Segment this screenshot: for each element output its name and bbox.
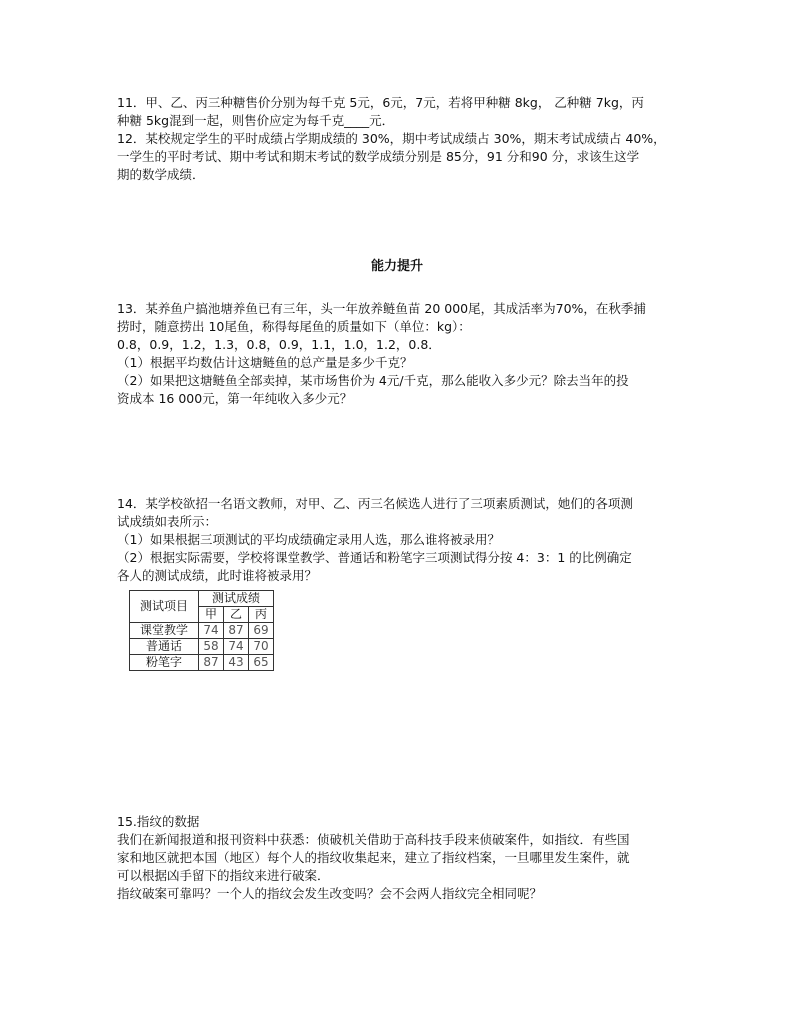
q12-line-1: 12．某校规定学生的平时成绩占学期成绩的 30%，期中考试成绩占 30%，期末考试成绩占 40%，: [117, 131, 666, 146]
score-cell: 43: [224, 655, 249, 671]
row-item-cell: 粉笔字: [130, 655, 199, 671]
q13-part-1: （1）根据平均数估计这塘鲢鱼的总产量是多少千克？: [117, 355, 413, 370]
q14-line-2: 试成绩如表所示：: [117, 514, 218, 529]
candidate-cell: 甲: [199, 607, 224, 623]
row-item-cell: 普通话: [130, 639, 199, 655]
q13-part-2: （2）如果把这塘鲢鱼全部卖掉，某市场售价为 4元/千克，那么能收入多少元？除去当年的投: [117, 373, 629, 388]
q15-title: 15.指纹的数据: [117, 814, 200, 829]
score-cell: 74: [199, 623, 224, 639]
q14-part-2: （2）根据实际需要，学校将课堂教学、普通话和粉笔字三项测试得分按 4：3：1 的比例确定: [117, 550, 632, 565]
q12-line-2: 一学生的平时考试、期中考试和期末考试的数学成绩分别是 85分，91 分和90 分，求该生这学: [117, 149, 640, 164]
q14-part-1: （1）如果根据三项测试的平均成绩确定录用人选，那么谁将被录用？: [117, 532, 500, 547]
q12-line-3: 期的数学成绩．: [117, 167, 205, 182]
q15-line-2: 家和地区就把本国（地区）每个人的指纹收集起来，建立了指纹档案，一旦哪里发生案件，就: [117, 850, 630, 865]
q13-data-line: 0.8，0.9，1.2，1.3，0.8，0.9，1.1，1.0，1.2，0.8．: [117, 337, 441, 352]
q11-line-2: 种糖 5kg混到一起，则售价应定为每千克____元．: [117, 113, 395, 128]
header-item-cell: 测试项目: [130, 591, 199, 623]
table-row: [130, 623, 274, 639]
score-cell: 65: [249, 655, 274, 671]
score-cell: 69: [249, 623, 274, 639]
score-cell: 87: [224, 623, 249, 639]
q13-line-2: 捞时，随意捞出 10尾鱼，称得每尾鱼的质量如下（单位：kg）：: [117, 319, 471, 334]
score-cell: 58: [199, 639, 224, 655]
q14-part-2-cont: 各人的测试成绩，此时谁将被录用？: [117, 568, 318, 583]
q13-part-2-cont: 资成本 16 000元，第一年纯收入多少元？: [117, 391, 353, 406]
q13-line-1: 13．某养鱼户搞池塘养鱼已有三年，头一年放养鲢鱼苗 20 000尾，其成活率为70%，在秋季捕: [117, 301, 646, 316]
row-item-cell: 课堂教学: [130, 623, 199, 639]
score-cell: 87: [199, 655, 224, 671]
q14-line-1: 14．某学校欲招一名语文教师，对甲、乙、丙三名候选人进行了三项素质测试，她们的各项测: [117, 496, 633, 511]
section-title: 能力提升: [370, 259, 423, 274]
score-cell: 70: [249, 639, 274, 655]
table-row: [130, 639, 274, 655]
q15-line-1: 我们在新闻报道和报刊资料中获悉：侦破机关借助于高科技手段来侦破案件，如指纹．有些国: [117, 832, 630, 847]
q15-line-4: 指纹破案可靠吗？一个人的指纹会发生改变吗？会不会两人指纹完全相同呢？: [117, 886, 543, 901]
q11-line-1: 11．甲、乙、丙三种糖售价分别为每千克 5元，6元，7元，若将甲种糖 8kg， 乙种糖 7kg，丙: [117, 95, 644, 110]
q15-line-3: 可以根据凶手留下的指纹来进行破案．: [117, 868, 330, 883]
candidate-cell: 乙: [224, 607, 249, 623]
candidate-cell: 丙: [249, 607, 274, 623]
score-cell: 74: [224, 639, 249, 655]
header-group-cell: 测试成绩: [199, 591, 274, 607]
scores-table: [129, 590, 274, 671]
table-row: [130, 655, 274, 671]
table-header-row: [130, 591, 274, 607]
